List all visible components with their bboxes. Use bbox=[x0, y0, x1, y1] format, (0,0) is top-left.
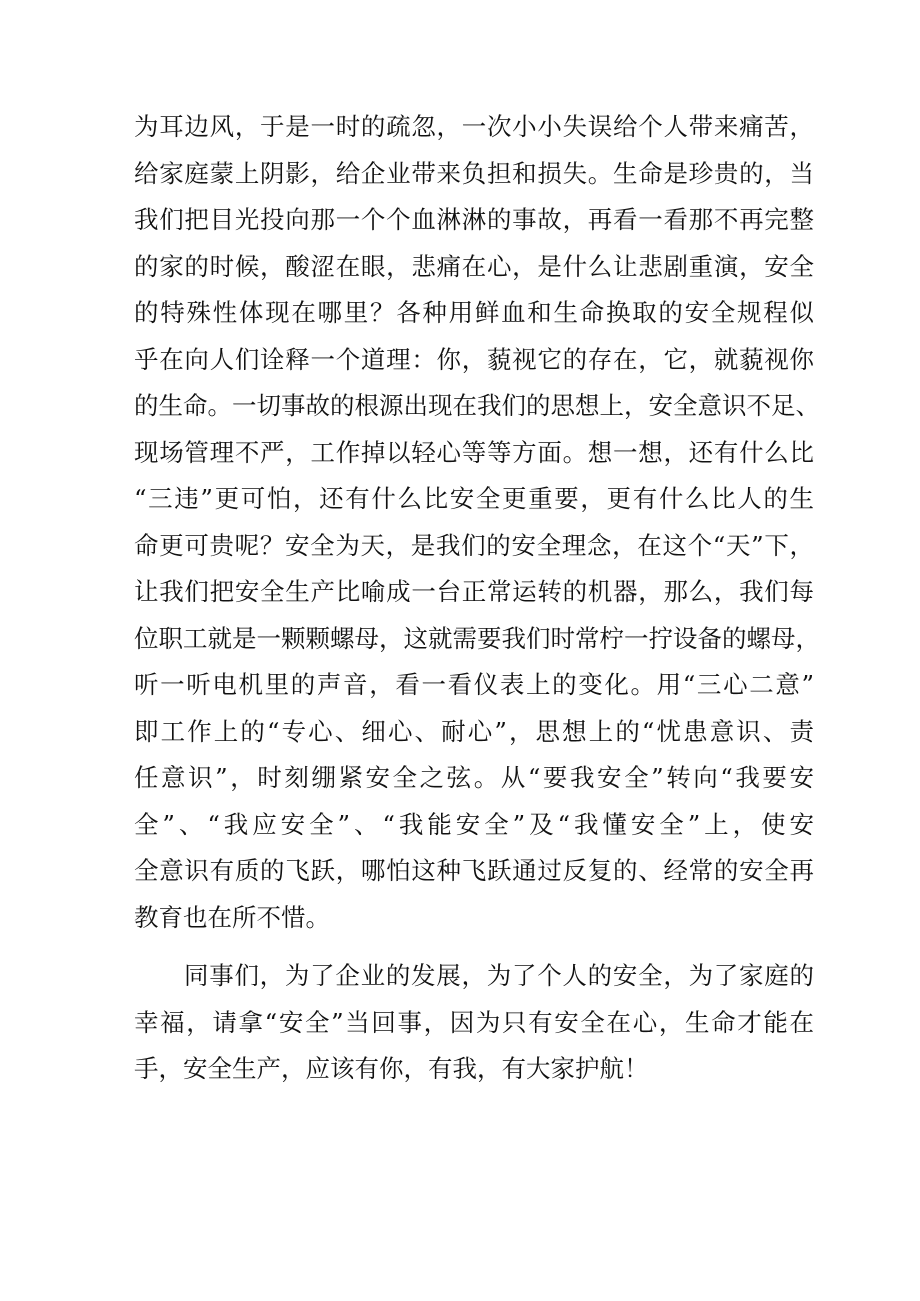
text-line: 幸福，请拿“安全”当回事，因为只有安全在心，生命才能在 bbox=[134, 1007, 814, 1037]
text-line: 的家的时候，酸涩在眼，悲痛在心，是什么让悲剧重演，安全 bbox=[134, 251, 814, 281]
text-line: 现场管理不严，工作掉以轻心等等方面。想一想，还有什么比 bbox=[134, 437, 814, 467]
text-line: 同事们，为了企业的发展，为了个人的安全，为了家庭的 bbox=[184, 961, 814, 990]
paragraph-spacer bbox=[134, 941, 814, 953]
text-line: 命更可贵呢？安全为天，是我们的安全理念，在这个“天”下， bbox=[134, 530, 814, 560]
text-line: “三违”更可怕，还有什么比安全更重要，更有什么比人的生 bbox=[134, 484, 814, 513]
paragraph-1 bbox=[134, 104, 820, 941]
paragraph-2 bbox=[134, 953, 814, 1093]
text-line: 听一听电机里的声音，看一看仪表上的变化。用“三心二意” bbox=[134, 670, 814, 699]
text-line: 任意识”，时刻绷紧安全之弦。从“要我安全”转向“我要安 bbox=[134, 763, 814, 792]
text-line: 手，安全生产，应该有你，有我，有大家护航！ bbox=[134, 1054, 649, 1083]
text-line: 的特殊性体现在哪里？各种用鲜血和生命换取的安全规程似 bbox=[134, 298, 814, 327]
text-line: 我们把目光投向那一个个血淋淋的事故，再看一看那不再完整 bbox=[134, 205, 814, 234]
text-line: 位职工就是一颗颗螺母，这就需要我们时常柠一拧设备的螺母， bbox=[134, 623, 820, 653]
text-line: 全意识有质的飞跃，哪怕这种飞跃通过反复的、经常的安全再 bbox=[134, 856, 814, 885]
body-text bbox=[134, 104, 820, 1093]
text-line: 为耳边风，于是一时的疏忽，一次小小失误给个人带来痛苦， bbox=[134, 112, 814, 141]
text-line: 教育也在所不惜。 bbox=[134, 902, 330, 932]
text-line: 全”、“我应安全”、“我能安全”及“我懂安全”上，使安 bbox=[134, 809, 814, 839]
text-line: 让我们把安全生产比喻成一台正常运转的机器，那么，我们每 bbox=[134, 577, 814, 606]
text-line: 即工作上的“专心、细心、耐心”，思想上的“忧患意识、责 bbox=[134, 716, 814, 746]
text-line: 给家庭蒙上阴影，给企业带来负担和损失。生命是珍贵的，当 bbox=[134, 158, 814, 188]
text-line: 乎在向人们诠释一个道理：你，藐视它的存在，它，就藐视你 bbox=[134, 344, 814, 374]
text-line: 的生命。一切事故的根源出现在我们的思想上，安全意识不足、 bbox=[134, 391, 820, 420]
